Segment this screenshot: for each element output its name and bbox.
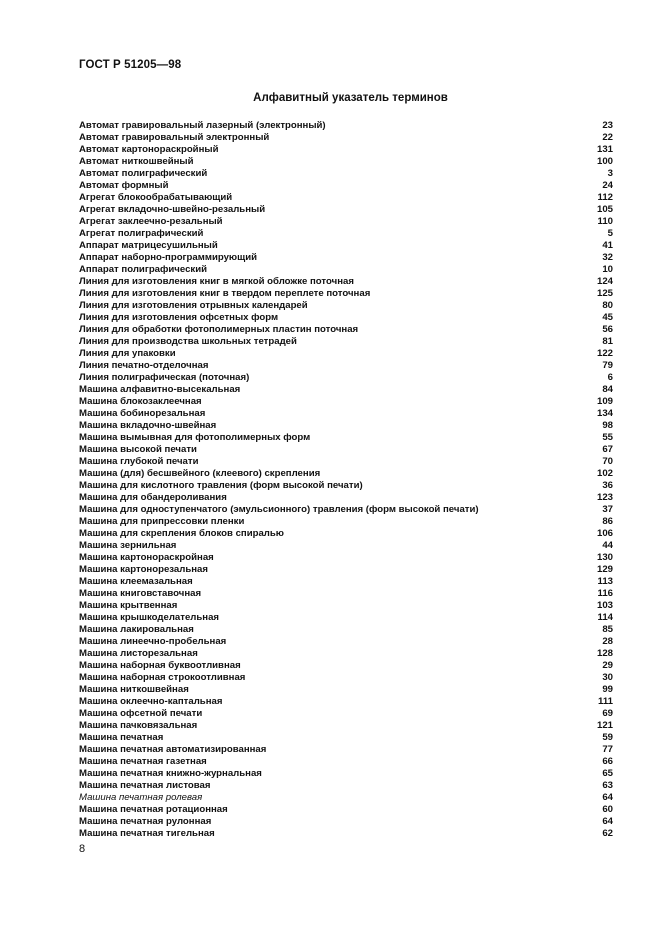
index-entry-page: 6 [607, 372, 613, 383]
index-entry-term: Линия для изготовления офсетных форм [79, 312, 279, 323]
index-entry [79, 732, 613, 744]
index-entry [79, 792, 613, 804]
index-entry [79, 384, 613, 396]
index-entry-page: 37 [602, 504, 613, 515]
index-entry-term: Машина для одноступенчатого (эмульсионного) травления (форм высокой печати) [79, 504, 479, 515]
index-entry-page: 124 [596, 276, 613, 287]
index-entry-term: Машина пачковязальная [79, 720, 198, 731]
index-entry-page: 62 [602, 828, 613, 839]
index-entry-page: 123 [596, 492, 613, 503]
index-entry-term: Агрегат заклеечно-резальный [79, 216, 223, 227]
index-entry [79, 624, 613, 636]
index-entry-term: Машина листорезальная [79, 648, 198, 659]
index-entry-page: 44 [602, 540, 613, 551]
index-entry-page: 84 [602, 384, 613, 395]
index-entry-page: 103 [596, 600, 613, 611]
index-entry [79, 804, 613, 816]
index-entry-term: Аппарат полиграфический [79, 264, 208, 275]
index-entry-page: 67 [602, 444, 613, 455]
index-entry-term: Аппарат матрицесушильный [79, 240, 218, 251]
index-entry-page: 113 [597, 576, 613, 587]
index-entry-page: 29 [602, 660, 613, 671]
index-entry-page: 86 [602, 516, 613, 527]
index-entry-term: Машина печатная автоматизированная [79, 744, 267, 755]
index-entry-term: Машина книговставочная [79, 588, 202, 599]
index-entry-term: Машина крышкоделательная [79, 612, 220, 623]
index-entry [79, 744, 613, 756]
index-entry-page: 114 [597, 612, 613, 623]
index-entry-term: Агрегат полиграфический [79, 228, 204, 239]
index-entry-term: Машина печатная книжно-журнальная [79, 768, 262, 779]
index-entry-term: Машина для припрессовки пленки [79, 516, 245, 527]
index-entry-term: Машина печатная ролевая [79, 792, 203, 803]
index-entry [79, 720, 613, 732]
index-entry-term: Машина ниткошвейная [79, 684, 189, 695]
index-entry-term: Автомат ниткошвейный [79, 156, 194, 167]
index-entry-page: 106 [596, 528, 613, 539]
index-entry-term: Машина крытвенная [79, 600, 178, 611]
index-entry-page: 65 [602, 768, 613, 779]
index-entry [79, 240, 613, 252]
index-entry-term: Агрегат блокообрабатывающий [79, 192, 233, 203]
index-entry [79, 756, 613, 768]
index-entry-term: Машина печатная [79, 732, 164, 743]
index-entry-term: Автомат гравировальный лазерный (электронный) [79, 120, 326, 131]
index-entry [79, 444, 613, 456]
index-entry [79, 396, 613, 408]
index-entry-page: 60 [602, 804, 613, 815]
index-entry [79, 156, 613, 168]
index-entry [79, 480, 613, 492]
index-entry [79, 360, 613, 372]
index-entry-page: 32 [602, 252, 613, 263]
index-entry-term: Машина для обандероливания [79, 492, 227, 503]
index-entry [79, 372, 613, 384]
index-entry [79, 648, 613, 660]
index-entry [79, 540, 613, 552]
index-entry [79, 216, 613, 228]
term-index-list [79, 120, 613, 840]
index-entry-page: 116 [597, 588, 613, 599]
index-entry-page: 63 [602, 780, 613, 791]
index-entry [79, 468, 613, 480]
index-entry-term: Машина наборная строкоотливная [79, 672, 246, 683]
index-entry [79, 276, 613, 288]
index-entry [79, 120, 613, 132]
index-entry-page: 100 [596, 156, 613, 167]
index-entry [79, 252, 613, 264]
index-entry-term: Машина вымывная для фотополимерных форм [79, 432, 311, 443]
index-entry-page: 98 [602, 420, 613, 431]
index-entry-page: 102 [596, 468, 613, 479]
index-entry-page: 41 [602, 240, 613, 251]
index-entry-page: 36 [602, 480, 613, 491]
index-entry [79, 600, 613, 612]
page-title: Алфавитный указатель терминов [253, 92, 448, 104]
index-entry-page: 130 [596, 552, 613, 563]
index-entry-page: 81 [602, 336, 613, 347]
index-entry-term: Машина зернильная [79, 540, 177, 551]
index-entry-term: Линия полиграфическая (поточная) [79, 372, 250, 383]
index-entry [79, 192, 613, 204]
standard-header: ГОСТ Р 51205—98 [79, 59, 182, 71]
index-entry-page: 105 [596, 204, 613, 215]
index-entry-page: 45 [602, 312, 613, 323]
index-entry [79, 228, 613, 240]
index-entry-term: Машина оклеечно-каптальная [79, 696, 223, 707]
index-entry [79, 528, 613, 540]
index-entry [79, 492, 613, 504]
index-entry [79, 780, 613, 792]
index-entry-term: Автомат формный [79, 180, 169, 191]
index-entry [79, 768, 613, 780]
index-entry [79, 684, 613, 696]
index-entry-page: 128 [596, 648, 613, 659]
index-entry-term: Аппарат наборно-программирующий [79, 252, 257, 263]
page-number: 8 [79, 843, 86, 855]
index-entry [79, 504, 613, 516]
index-entry-page: 56 [602, 324, 613, 335]
index-entry-page: 22 [602, 132, 613, 143]
index-entry-page: 79 [602, 360, 613, 371]
index-entry-page: 59 [602, 732, 613, 743]
index-entry [79, 204, 613, 216]
index-entry-term: Линия для изготовления отрывных календарей [79, 300, 308, 311]
index-entry [79, 516, 613, 528]
index-entry-term: Машина офсетной печати [79, 708, 203, 719]
index-entry-page: 111 [598, 696, 613, 707]
index-entry-page: 3 [607, 168, 613, 179]
index-entry-term: Машина печатная ротационная [79, 804, 228, 815]
index-entry-page: 23 [602, 120, 613, 131]
index-entry-page: 99 [602, 684, 613, 695]
index-entry-term: Машина для кислотного травления (форм высокой печати) [79, 480, 363, 491]
index-entry [79, 612, 613, 624]
index-entry [79, 636, 613, 648]
index-entry [79, 456, 613, 468]
index-entry-term: Машина (для) бесшвейного (клеевого) скрепления [79, 468, 321, 479]
index-entry-term: Машина алфавитно-высекальная [79, 384, 241, 395]
index-entry [79, 588, 613, 600]
index-entry [79, 552, 613, 564]
index-entry-page: 77 [602, 744, 613, 755]
index-entry-page: 64 [602, 816, 613, 827]
index-entry-term: Агрегат вкладочно-швейно-резальный [79, 204, 266, 215]
index-entry [79, 660, 613, 672]
index-entry-term: Автомат картонораскройный [79, 144, 219, 155]
index-entry [79, 564, 613, 576]
index-entry-term: Машина наборная буквоотливная [79, 660, 241, 671]
index-entry [79, 696, 613, 708]
index-entry-term: Машина печатная рулонная [79, 816, 212, 827]
index-entry-term: Машина вкладочно-швейная [79, 420, 217, 431]
index-entry [79, 300, 613, 312]
index-entry-term: Машина бобинорезальная [79, 408, 206, 419]
index-entry-page: 30 [602, 672, 613, 683]
index-entry-term: Линия для изготовления книг в твердом переплете поточная [79, 288, 371, 299]
index-entry [79, 336, 613, 348]
index-entry-term: Машина печатная газетная [79, 756, 207, 767]
index-entry [79, 708, 613, 720]
index-entry-page: 134 [596, 408, 613, 419]
index-entry-page: 110 [597, 216, 613, 227]
index-entry-term: Машина печатная тигельная [79, 828, 215, 839]
index-entry [79, 432, 613, 444]
index-entry-page: 131 [596, 144, 613, 155]
index-entry-term: Машина печатная листовая [79, 780, 211, 791]
index-entry [79, 348, 613, 360]
index-entry-page: 121 [596, 720, 613, 731]
index-entry [79, 828, 613, 840]
index-entry-term: Машина блокозаклеечная [79, 396, 202, 407]
index-entry-term: Машина картонораскройная [79, 552, 214, 563]
index-entry-term: Машина высокой печати [79, 444, 197, 455]
index-entry [79, 408, 613, 420]
index-entry-term: Линия для изготовления книг в мягкой обложке поточная [79, 276, 354, 287]
index-entry-term: Машина лакировальная [79, 624, 194, 635]
index-entry-term: Машина глубокой печати [79, 456, 199, 467]
index-entry-term: Машина клеемазальная [79, 576, 193, 587]
index-entry [79, 288, 613, 300]
index-entry-page: 129 [596, 564, 613, 575]
index-entry-page: 69 [602, 708, 613, 719]
index-entry [79, 576, 613, 588]
index-entry [79, 420, 613, 432]
index-entry [79, 312, 613, 324]
index-entry-term: Линия для упаковки [79, 348, 176, 359]
index-entry-term: Линия для обработки фотополимерных пластин поточная [79, 324, 359, 335]
index-entry-page: 122 [596, 348, 613, 359]
index-entry-term: Автомат полиграфический [79, 168, 208, 179]
index-entry [79, 816, 613, 828]
index-entry-page: 5 [607, 228, 613, 239]
index-entry-page: 80 [602, 300, 613, 311]
index-entry [79, 132, 613, 144]
index-entry-page: 66 [602, 756, 613, 767]
index-entry-page: 109 [596, 396, 613, 407]
index-entry-page: 125 [596, 288, 613, 299]
index-entry-term: Линия для производства школьных тетрадей [79, 336, 297, 347]
index-entry-term: Автомат гравировальный электронный [79, 132, 270, 143]
index-entry-term: Машина линеечно-пробельная [79, 636, 227, 647]
index-entry-term: Машина для скрепления блоков спиралью [79, 528, 284, 539]
index-entry-page: 64 [602, 792, 613, 803]
index-entry-page: 112 [597, 192, 613, 203]
index-entry-page: 85 [602, 624, 613, 635]
index-entry-page: 10 [602, 264, 613, 275]
index-entry-page: 55 [602, 432, 613, 443]
index-entry-page: 70 [602, 456, 613, 467]
index-entry [79, 168, 613, 180]
index-entry-term: Машина картонорезальная [79, 564, 208, 575]
index-entry-term: Линия печатно-отделочная [79, 360, 209, 371]
index-entry [79, 144, 613, 156]
index-entry [79, 180, 613, 192]
index-entry [79, 672, 613, 684]
index-entry-page: 28 [602, 636, 613, 647]
index-entry-page: 24 [602, 180, 613, 191]
index-entry [79, 264, 613, 276]
index-entry [79, 324, 613, 336]
